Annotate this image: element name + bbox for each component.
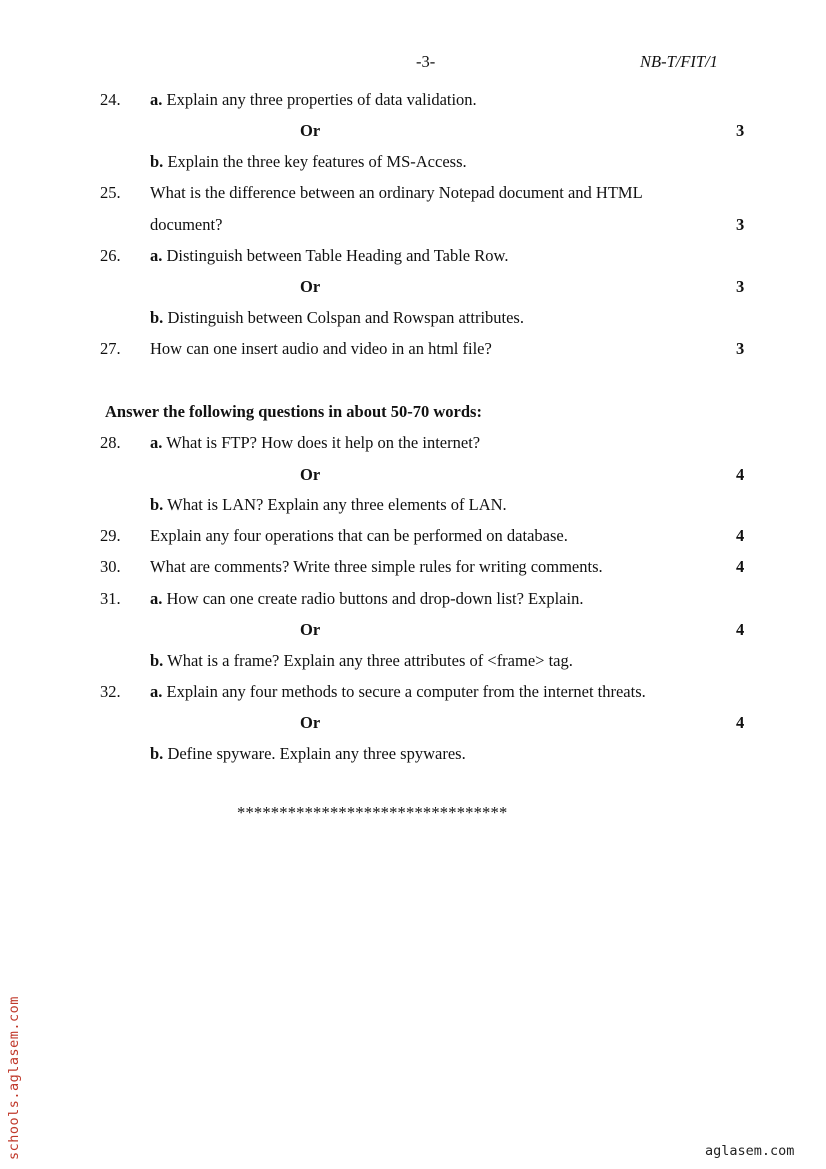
or-separator: Or	[300, 465, 321, 484]
marks: 3	[736, 215, 745, 234]
question-number: 28.	[100, 433, 121, 452]
marks: 4	[736, 620, 745, 639]
question-28b	[150, 495, 507, 515]
end-of-paper-marker: ********************************	[237, 803, 508, 822]
marks: 3	[736, 339, 745, 358]
question-number: 24.	[100, 90, 121, 109]
option-label: a.	[150, 433, 163, 452]
question-text: Explain any four methods to secure a computer from the internet threats.	[166, 682, 646, 701]
question-text: Distinguish between Table Heading and Table Row.	[166, 246, 509, 265]
marks: 3	[736, 121, 745, 140]
question-text: Explain any four operations that can be performed on database.	[150, 526, 568, 545]
question-number: 26.	[100, 246, 121, 265]
question-26b	[150, 308, 524, 328]
marks: 3	[736, 277, 745, 296]
marks: 4	[736, 465, 745, 484]
question-24a	[150, 90, 477, 110]
question-number: 30.	[100, 557, 121, 576]
option-label: a.	[150, 246, 163, 265]
question-number: 29.	[100, 526, 121, 545]
question-32a	[150, 682, 646, 702]
page-number: -3-	[416, 52, 436, 71]
or-separator: Or	[300, 620, 321, 639]
question-text: What is the difference between an ordinary Notepad document and HTML	[150, 183, 643, 202]
question-number: 25.	[100, 183, 121, 202]
marks: 4	[736, 713, 745, 732]
marks: 4	[736, 557, 745, 576]
question-31b	[150, 651, 573, 671]
side-watermark: schools.aglasem.com	[6, 996, 22, 1160]
question-text: Distinguish between Colspan and Rowspan attributes.	[167, 308, 524, 327]
or-separator: Or	[300, 713, 321, 732]
option-label: a.	[150, 589, 163, 608]
question-number: 27.	[100, 339, 121, 358]
question-text: What is FTP? How does it help on the internet?	[166, 433, 481, 452]
or-separator: Or	[300, 277, 321, 296]
question-text: Explain the three key features of MS-Access.	[167, 152, 467, 171]
bottom-watermark: aglasem.com	[705, 1143, 795, 1159]
question-text: What is LAN? Explain any three elements of LAN.	[167, 495, 507, 514]
question-26a	[150, 246, 508, 266]
question-number: 31.	[100, 589, 121, 608]
question-text: How can one create radio buttons and drop-down list? Explain.	[166, 589, 584, 608]
question-number: 32.	[100, 682, 121, 701]
question-text: What are comments? Write three simple rules for writing comments.	[150, 557, 603, 576]
question-32b	[150, 744, 466, 764]
question-text: How can one insert audio and video in an html file?	[150, 339, 492, 358]
question-31a	[150, 589, 583, 609]
option-label: b.	[150, 744, 164, 763]
question-text: What is a frame? Explain any three attributes of <frame> tag.	[167, 651, 573, 670]
option-label: b.	[150, 495, 164, 514]
question-text: document?	[150, 215, 223, 234]
option-label: a.	[150, 90, 163, 109]
question-28a	[150, 433, 480, 453]
or-separator: Or	[300, 121, 321, 140]
question-24b	[150, 152, 467, 172]
option-label: b.	[150, 308, 164, 327]
question-text: Explain any three properties of data validation.	[166, 90, 477, 109]
option-label: b.	[150, 152, 164, 171]
section-heading: Answer the following questions in about 50-70 words:	[105, 402, 482, 421]
option-label: a.	[150, 682, 163, 701]
question-text: Define spyware. Explain any three spywares.	[167, 744, 466, 763]
paper-code: NB-T/FIT/1	[640, 52, 718, 71]
marks: 4	[736, 526, 745, 545]
option-label: b.	[150, 651, 164, 670]
